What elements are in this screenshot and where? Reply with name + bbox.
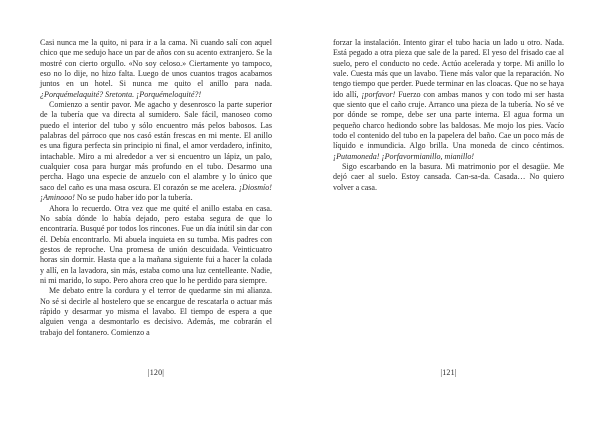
text-run: Me debato entre la cordura y el terror de quedarme sin mi alianza. No sé si decirle al hostelero que se encargue de rescatarla o actuar más rápido y desarmar yo misma el lavabo. El tiempo de espera a que alguien venga a desmontarlo es decisivo. Además, me cobrarán el trabajo del fontanero. Comienzo a [40, 286, 272, 337]
paragraph [333, 38, 564, 162]
paragraph [333, 162, 564, 193]
italic-text: ¡Putamoneda! ¡Porfavormianillo, mianillo! [333, 151, 475, 161]
italic-text: ¡Diosmío! ¡Aminooo! [40, 182, 272, 203]
text-run: No se pudo haber ido por la tubería. [74, 193, 193, 203]
text-run: forzar la instalación. Intento girar el tubo hacia un lado u otro. Nada. Está pegado a otra pieza que sale de la pared. El yeso del frisado cae al suelo, pero el conducto no cede. Actúo acelerada y torpe. Mi anillo lo vale. Cuesta más que un lavabo. Tiene más valor que la reparación. No tengo tiempo que perder. Puede terminar en las cloacas. Que no se haya ido allí, [333, 38, 564, 99]
text-run: Casi nunca me la quito, ni para ir a la cama. Ni cuando salí con aquel chico que me sedujo hace un par de años con su acento extranjero. Se la mostré con cierto orgullo. «No soy celoso.» Ciertamente yo tampoco, eso no lo dije, no hizo falta. Luego de unos cuantos tragos acabamos juntos en un hotel. Si nunca me quito el anillo para nada. [40, 38, 272, 89]
page-number-right [333, 368, 564, 377]
text-run: Comienzo a sentir pavor. Me agacho y desenrosco la parte superior de la tubería que va directa al sumidero. Sale fácil, manoseo como puedo el interior del tubo y sólo encuentro más pelos babosos. Las palabras del párroco que nos casó están frescas en mi mente. El anillo es una figura perfecta sin principio ni final, el amor verdadero, infinito, intachable. Miro a mi alrededor a ver si encuentro un lápiz, un palo, cualquier cosa para hurgar más profundo en el tubo. Desarmo una percha. Hago una especie de anzuelo con el alambre y lo único que saco del caño es una masa oscura. El corazón se me acelera. [40, 100, 272, 192]
paragraph [40, 286, 272, 338]
right-page [333, 0, 564, 425]
left-page [40, 0, 272, 425]
page-number-right-value: | 121 | [440, 368, 456, 377]
right-page-text [333, 38, 564, 193]
paragraph [40, 38, 272, 100]
text-run: Ahora lo recuerdo. Otra vez que me quité el anillo estaba en casa. No sabía dónde lo había dejado, pero estaba segura de que lo encontraría. Busqué por todos los rincones. Fue un día inútil sin dar con él. Debía encontrarlo. Mi abuela inquieta en su tumba. Mis padres con gestos de reproche. Una promesa de unión descuidada. Veinticuatro horas sin dormir. Hasta que a la mañana siguiente fui a hacer la colada y allí, en la lavadora, sin más, estaba como una luz centelleante. Nadie, ni mi marido, lo supo. Pero ahora creo que lo he perdido para siempre. [40, 203, 272, 285]
text-run: Sigo escarbando en la basura. Mi matrimonio por el desagüe. Me dejó caer al suelo. Estoy cansada. Can-sa-da. Casada… No quiero volver a casa. [333, 162, 564, 192]
page-number-left [40, 368, 272, 377]
text-run: Fuerzo con ambas manos y con todo mi ser hasta que siento que el caño cruje. Arranco una pieza de la tubería. No sé ve por dónde se rompe, debe ser una parte interna. El agua forma un pequeño charco hediondo sobre las baldosas. Me mojo los pies. Vacío todo el contenido del tubo en la papelera del baño. Cae un poco más de líquido e inmundicia. Algo brilla. Una moneda de cinco céntimos. [333, 89, 564, 151]
paragraph [40, 204, 272, 287]
left-page-text [40, 38, 272, 338]
italic-text: ¿Porquémelaquité? Sretonta. ¡Porquémeloquité?! [40, 89, 202, 99]
paragraph [40, 100, 272, 203]
page-number-left-value: | 120 | [148, 368, 164, 377]
italic-text: ¡porfavor! [361, 89, 396, 99]
